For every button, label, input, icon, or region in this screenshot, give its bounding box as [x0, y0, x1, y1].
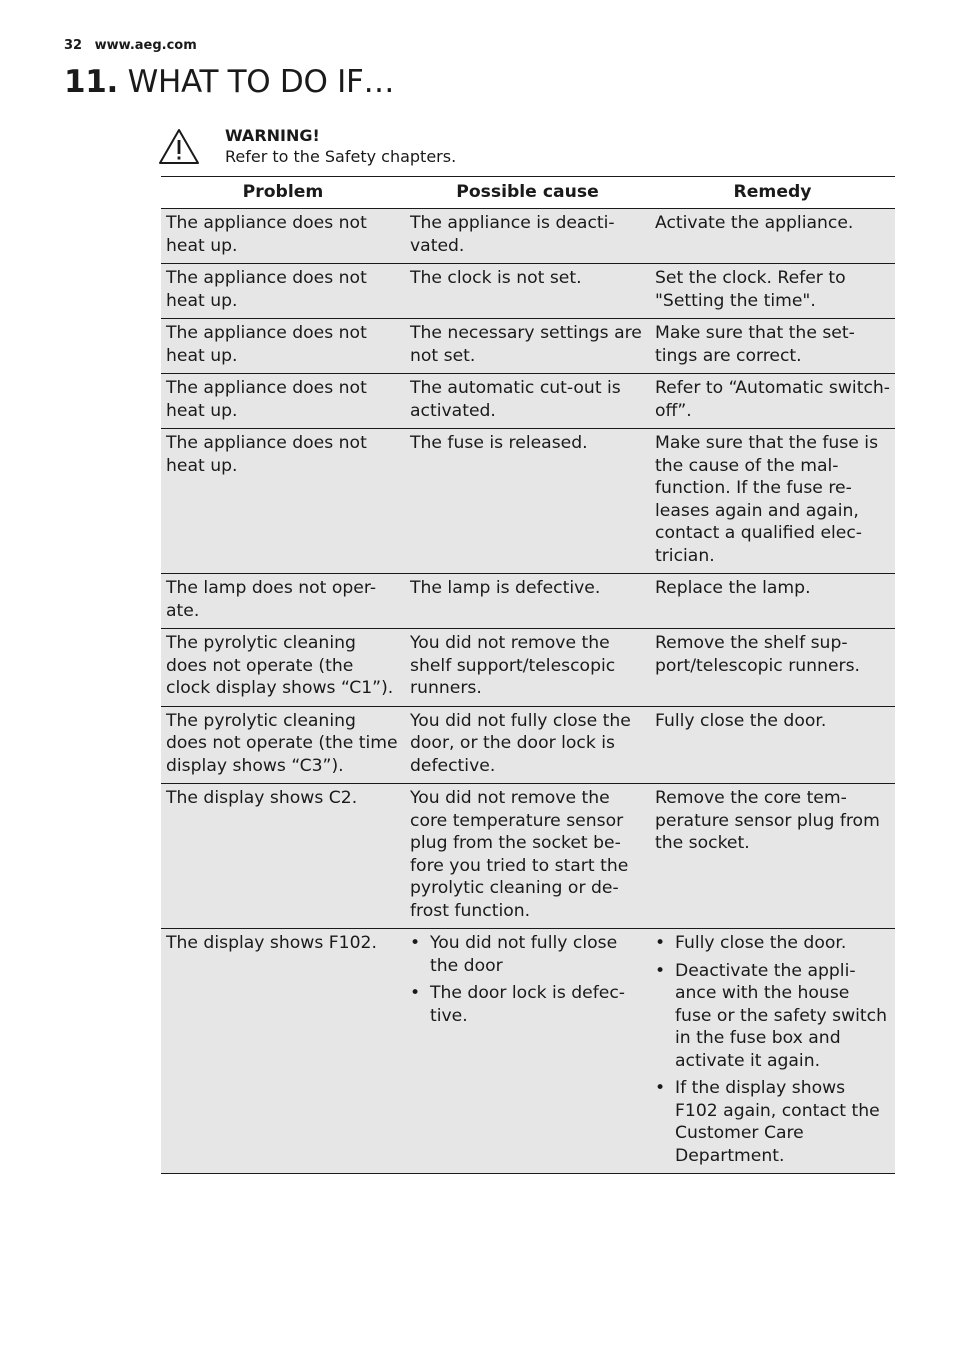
list-item: • Fully close the door. — [655, 932, 891, 955]
table-row — [161, 706, 895, 784]
problem-cell: The lamp does not oper-ate. — [161, 574, 405, 629]
header-problem: Problem — [161, 177, 405, 209]
remedy-cell: Make sure that the set-tings are correct. — [650, 319, 895, 374]
section-title — [64, 64, 394, 100]
remedy-cell: Remove the core tem-perature sensor plug from the socket. — [650, 784, 895, 929]
cause-cell: You did not remove the shelf support/telescopic runners. — [405, 629, 650, 707]
remedy-cell: Replace the lamp. — [650, 574, 895, 629]
header-remedy: Remedy — [650, 177, 895, 209]
remedy-cell: Make sure that the fuse is the cause of the mal-function. If the fuse re-leases again and again, contact a qualified elec-trician. — [650, 429, 895, 574]
cause-cell: The automatic cut-out is activated. — [405, 374, 650, 429]
remedy-cell: Remove the shelf sup-port/telescopic runners. — [650, 629, 895, 707]
list-item: • You did not fully close the door — [410, 932, 646, 977]
warning-title: WARNING! — [225, 126, 320, 145]
cause-cell: You did not fully close the door, or the door lock is defective. — [405, 706, 650, 784]
table-row — [161, 429, 895, 574]
troubleshooting-table — [161, 176, 895, 1174]
table-row — [161, 929, 895, 1174]
list-item: • The door lock is defec-tive. — [410, 982, 646, 1027]
table-row — [161, 629, 895, 707]
cause-list — [410, 932, 646, 1027]
list-item: • Deactivate the appli-ance with the house fuse or the safety switch in the fuse box and activate it again. — [655, 960, 891, 1073]
page-number: 32 — [64, 38, 83, 53]
remedy-list — [655, 932, 891, 1167]
table-row — [161, 374, 895, 429]
problem-cell: The pyrolytic cleaning does not operate (the clock display shows “C1”). — [161, 629, 405, 707]
warning-triangle-icon — [158, 128, 200, 166]
remedy-cell — [650, 929, 895, 1174]
problem-cell: The appliance does not heat up. — [161, 209, 405, 264]
section-number: 11. — [64, 64, 119, 100]
table-header-row — [161, 177, 895, 209]
problem-cell: The display shows F102. — [161, 929, 405, 1174]
problem-cell: The appliance does not heat up. — [161, 374, 405, 429]
cause-cell: The lamp is defective. — [405, 574, 650, 629]
remedy-cell: Refer to “Automatic switch-off”. — [650, 374, 895, 429]
cause-cell: The clock is not set. — [405, 264, 650, 319]
website-url[interactable]: www.aeg.com — [94, 38, 197, 53]
cause-cell: The fuse is released. — [405, 429, 650, 574]
remedy-cell: Fully close the door. — [650, 706, 895, 784]
table-row — [161, 574, 895, 629]
problem-cell: The display shows C2. — [161, 784, 405, 929]
problem-cell: The appliance does not heat up. — [161, 264, 405, 319]
cause-cell: You did not remove the core temperature sensor plug from the socket be-fore you tried to start the pyrolytic cleaning or de-frost function. — [405, 784, 650, 929]
remedy-cell: Set the clock. Refer to "Setting the time". — [650, 264, 895, 319]
cause-cell: The appliance is deacti-vated. — [405, 209, 650, 264]
table-row — [161, 319, 895, 374]
list-item: • If the display shows F102 again, contact the Customer Care Department. — [655, 1077, 891, 1167]
problem-cell: The appliance does not heat up. — [161, 429, 405, 574]
warning-text: Refer to the Safety chapters. — [225, 147, 457, 166]
section-title-text: WHAT TO DO IF… — [127, 64, 395, 100]
cause-cell: The necessary settings are not set. — [405, 319, 650, 374]
cause-cell — [405, 929, 650, 1174]
header-possible-cause: Possible cause — [405, 177, 650, 209]
problem-cell: The appliance does not heat up. — [161, 319, 405, 374]
remedy-cell: Activate the appliance. — [650, 209, 895, 264]
table-row — [161, 264, 895, 319]
table-row — [161, 209, 895, 264]
page-header — [64, 38, 197, 53]
problem-cell: The pyrolytic cleaning does not operate (the time display shows “C3”). — [161, 706, 405, 784]
table-row — [161, 784, 895, 929]
